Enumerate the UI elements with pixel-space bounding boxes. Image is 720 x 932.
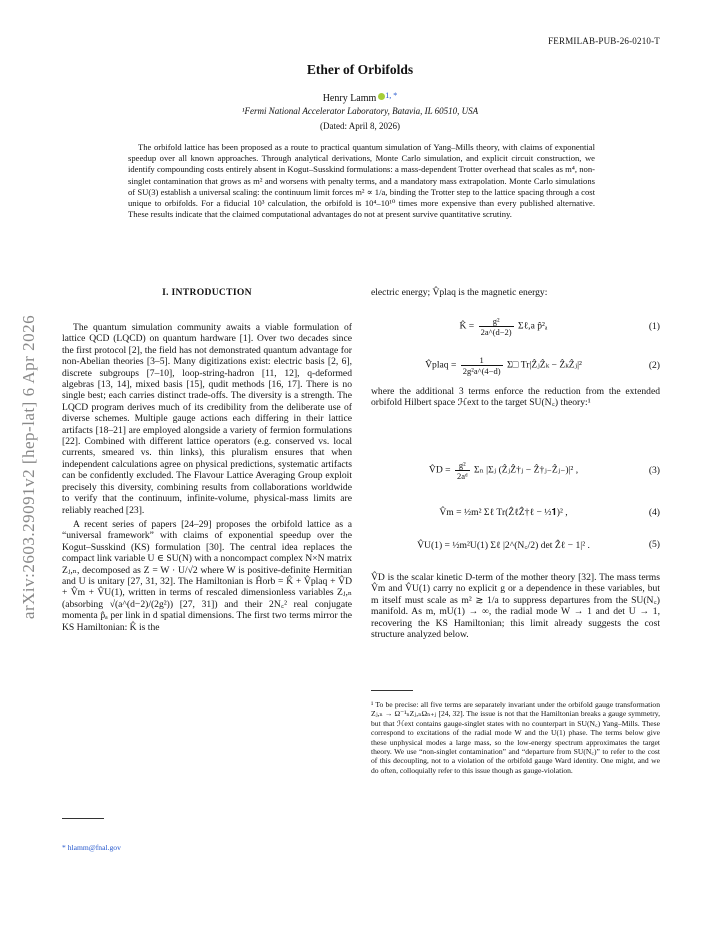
eq3-number: (3) — [648, 464, 660, 476]
equation-2-body — [371, 355, 636, 376]
eq2-number: (2) — [648, 359, 660, 371]
equation-3-body — [371, 460, 636, 481]
eq2-rest: Σ□ Tr|ẐⱼẐₖ − ẐₖẐⱼ|² — [506, 359, 582, 371]
intro-body — [62, 322, 352, 633]
author-name: Henry Lamm — [322, 93, 377, 104]
equation-1 — [371, 312, 660, 340]
eq3-fraction — [455, 460, 470, 481]
eq2-fraction — [461, 355, 503, 376]
equation-5-body: V̂U(1) = ½m²U(1) Σℓ |2^(N꜀/2) det Ẑℓ − 1|² . — [417, 539, 590, 551]
eq3-denominator: 2aᵈ — [456, 470, 468, 481]
eq3-lhs: V̂D = — [428, 464, 451, 476]
intro-paragraph-1: The quantum simulation community awaits a viable formulation of lattice QCD (LQCD) on quantum hardware [1]. Over two decades since the first protocol [2], the field has not demonstrated quantum advantage for non-Abelian theories [3–5]. Many digitizations exist: electric basis [2, 6], discrete subgroups [7–10], loop-string-hadron [11, 12], q-deformed algebras [13, 14], mixed basis [15], qudit methods [16, 17]. There is no single best; each carries distinct trade-offs. The diversity is a strength. The LQCD program derives much of its credibility from the deliberate use of diverse schemes. Multiple gauge actions each differing in their lattice artifacts [18–21] are employed alongside a variety of fermion formulations [22]. Combined with different lattice operators (e.g. conserved vs. local currents, smeared vs. thin links), this pluralism ensures that when independent calculations agree on physical predictions, systematic artifacts can be confidently excluded. The Flavour Lattice Averaging Group exploit precisely this diversity, combining results from collaborations worldwide to verify that the continuum, infinite-volume, physical-mass limits are reliably reached [23]. — [62, 322, 352, 516]
eq1-fraction — [479, 316, 514, 337]
equation-1-body — [371, 316, 636, 337]
corresponding-email[interactable]: * hlamm@fnal.gov — [62, 843, 121, 852]
eq1-lhs: K̂ = — [459, 320, 475, 332]
eq3-rest: Σₙ |Σⱼ (ẐⱼẐ†ⱼ − Ẑ†ⱼ₋Ẑⱼ₋)|² , — [474, 464, 579, 476]
date-line: (Dated: April 8, 2026) — [320, 121, 400, 131]
eq2-numerator: 1 — [461, 355, 503, 366]
author-marks[interactable]: 1, * — [385, 91, 398, 100]
equation-3 — [371, 448, 660, 492]
eq5-number: (5) — [648, 538, 660, 550]
paper-title: Ether of Orbifolds — [306, 62, 414, 77]
col2-paragraph: V̂D is the scalar kinetic D-term of the mother theory [32]. The mass terms V̂m and V̂U(1) carry no explicit g or a dependence in these variables, but m itself must scale as m² ≳ 1/a to suppress departures from the SU(N꜀) manifold. As m, mU(1) → ∞, the radial mode W → 1 and det U → 1, recovering the KS Hamiltonian; this limit already suggests the cost structure analyzed below. — [371, 572, 660, 641]
footnote-1: ¹ To be precise: all five terms are separately invariant under the orbifold gauge transformation Zⱼ,ₙ → Ω⁻¹ₙZⱼ,ₙΩₙ₊ⱼ [24, 32]. The issue is not that the Hamiltonian breaks a gauge symmetry, but that ℋext contains gauge-singlet states with no counterpart in SU(N꜀) Yang–Mills. These correspond to excitations of the radial mode W and the U(1) phase. The terms below give these unphysical modes a large mass, so the low-energy spectrum approximates the target theory. We use “non-singlet contamination” and “departure from SU(N꜀)” to refer to the cost of this decoupling, not to a violation of the orbifold gauge Ward identity. One might, and we do often, colloquially refer to this issue though as gauge-violation. — [371, 700, 660, 775]
arxiv-stamp-text: arXiv:2603.29091v2 [hep-lat] 6 Apr 2026 — [19, 314, 38, 620]
eq1-rest: Σℓ,a p̂²ₐ — [518, 320, 548, 332]
author-line — [0, 91, 720, 104]
arxiv-stamp — [14, 262, 44, 672]
col2-mid: where the additional 3 terms enforce the reduction from the extended orbifold Hilbert space ℋext to the target SU(N꜀) theory:¹ — [371, 386, 660, 409]
equation-4 — [371, 500, 660, 524]
eq4-number: (4) — [648, 506, 660, 518]
eq1-denominator: 2a^(d−2) — [480, 326, 512, 337]
col2-intro: electric energy; V̂plaq is the magnetic energy: — [371, 287, 548, 298]
abstract: The orbifold lattice has been proposed as a route to practical quantum simulation of Yang–Mills theory, with claims of exponential speedup over all known approaches. Through analytical derivations, Monte Carlo simulation, and explicit circuit construction, we identify compounding costs entirely absent in Kogut–Susskind formulations: a mass-dependent Trotter overhead that scales as m⁴, non-singlet contamination that grows as m² and worsens with penalty terms, and a mandatory mass extrapolation. Monte Carlo simulations of SU(3) establish a universal scaling: the continuum limit forces m² ∝ 1/a, binding the Trotter step to the lattice spacing through a cost unique to orbifolds. For a fiducial 10³ calculation, the orbifold is 10⁴–10¹⁰ times more expensive than every published alternative. These results indicate that the claimed computational advantages do not at present survive quantitative scrutiny. — [128, 142, 595, 220]
eq2-lhs: V̂plaq = — [425, 359, 457, 371]
report-number: FERMILAB-PUB-26-0210-T — [548, 36, 660, 46]
footnote-rule-left — [62, 818, 104, 819]
eq2-denominator: 2g²a^(4−d) — [462, 365, 501, 376]
eq3-numerator: g² — [455, 460, 470, 471]
eq1-number: (1) — [648, 320, 660, 332]
affiliation: ¹Fermi National Accelerator Laboratory, Batavia, IL 60510, USA — [241, 106, 479, 116]
equation-4-body: V̂m = ½m² Σℓ Tr(ẐℓẐ†ℓ − ½𝟏)² , — [439, 506, 568, 518]
equation-5 — [371, 532, 660, 556]
eq1-numerator: g² — [479, 316, 514, 327]
footnote-rule-right — [371, 690, 413, 691]
section-heading: I. INTRODUCTION — [162, 287, 252, 298]
equation-2 — [371, 350, 660, 380]
intro-paragraph-2: A recent series of papers [24–29] proposes the orbifold lattice as a “universal framework” with claims of exponential speedup over the Kogut–Susskind (KS) formulation [30]. The central idea replaces the compact link variable U ∈ SU(N) with a noncompact complex N×N matrix Zⱼ,ₙ, decomposed as Z = W · U/√2 where W is positive-definite Hermitian and U is unitary [27, 31, 32]. The Hamiltonian is Ĥorb = K̂ + V̂plaq + V̂D + V̂m + V̂U(1), written in terms of rescaled dimensionless variables Zⱼ,ₙ (absorbing √(a^(d−2)/(2g²)) [27, 31]) and their 2N꜀² real conjugate momenta p̂ₐ per link in d spatial dimensions. The first two terms mirror the KS Hamiltonian: K̂ is the — [62, 518, 352, 633]
